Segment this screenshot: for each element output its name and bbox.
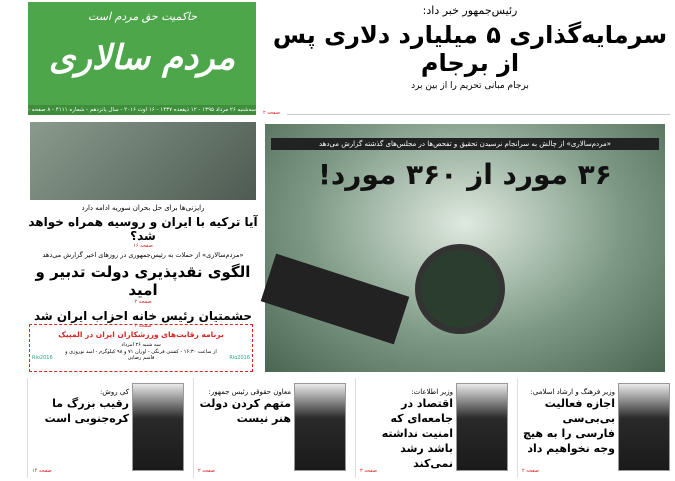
rio-logo-left: Rio2016 bbox=[32, 355, 53, 361]
feature-headline[interactable]: ۳۶ مورد از ۳۶۰ مورد! bbox=[318, 158, 612, 191]
diplomats-photo bbox=[30, 122, 256, 200]
story-kicker: «مردم‌سالاری» از حملات به رئیس‌جمهوری در روزهای اخیر گزارش می‌دهد bbox=[42, 251, 244, 259]
page-ref: صفحه ۳ bbox=[360, 468, 377, 474]
olympic-box[interactable] bbox=[29, 324, 253, 372]
lead-page-ref: صفحه ۲ bbox=[263, 110, 280, 116]
bottom-story-2[interactable] bbox=[355, 378, 513, 478]
story-kicker: معاون حقوقی رئیس جمهور: bbox=[208, 388, 291, 396]
newspaper-logo: مردم سالاری bbox=[48, 38, 236, 78]
story-headline[interactable]: آیا ترکیه با ایران و روسیه همراه خواهد شد؟ bbox=[28, 215, 258, 243]
lead-kicker: رئیس‌جمهور خبر داد: bbox=[422, 4, 518, 17]
masthead-slogan: حاکمیت حق مردم است bbox=[88, 10, 198, 23]
rio-logo-right: Rio2016 bbox=[229, 355, 250, 361]
date-line: سه‌شنبه ۲۶ مرداد ۱۳۹۵ - ۱۲ ذیقعده ۱۴۳۷ - ۱۶ اوت ۲۰۱۶ - سال پانزدهم - شماره ۴۱۱۱ - ۸ صفحه - ۱۰۰۰ تومان bbox=[0, 107, 256, 113]
feature-banner: «مردم‌سالاری» از چالش به سرانجام نرسیدن تحقیق و تفحص‌ها در مجلس‌های گذشته گزارش می‌دهد bbox=[271, 138, 659, 150]
story-kicker: کی روش: bbox=[99, 388, 129, 396]
minister-photo bbox=[456, 383, 508, 471]
vice-president-photo bbox=[294, 383, 346, 471]
lead-story[interactable] bbox=[265, 4, 675, 91]
lead-subhead: برجام مبانی تحریم را از بین برد bbox=[411, 81, 529, 91]
story-headline[interactable]: الگوی نقدپذیری دولت تدبیر و امید bbox=[35, 263, 251, 299]
page-ref: صفحه ۱۶ bbox=[133, 243, 153, 249]
story-turkey[interactable] bbox=[25, 204, 261, 249]
page-ref: صفحه ۲ bbox=[134, 299, 152, 305]
page-ref: صفحه ۱۴ bbox=[32, 468, 52, 474]
olympic-date: سه شنبه ۲۶ امرداد bbox=[121, 342, 161, 348]
page-ref: صفحه ۲ bbox=[198, 468, 215, 474]
hand-image bbox=[261, 254, 410, 345]
story-kicker: رایزنی‌ها برای حل بحران سوریه ادامه دارد bbox=[81, 204, 205, 212]
minister-photo bbox=[618, 383, 670, 471]
story-headline[interactable]: اجازه فعالیت بی‌بی‌سی فارسی را به هیچ وجه نخواهیم داد bbox=[522, 397, 615, 455]
bottom-story-4[interactable] bbox=[27, 378, 189, 478]
coach-photo bbox=[132, 383, 184, 471]
olympic-title: برنامه رقابت‌های ورزشکاران ایران در المپیک bbox=[58, 330, 224, 339]
story-kicker: وزیر اطلاعات: bbox=[411, 388, 453, 396]
story-headline[interactable]: اقتصاد در جامعه‌ای که امنیت نداشته باشد رشد نمی‌کند bbox=[381, 397, 453, 470]
story-criticism[interactable] bbox=[25, 251, 261, 305]
bottom-story-3[interactable] bbox=[193, 378, 351, 478]
feature-photo[interactable] bbox=[265, 124, 665, 372]
olympic-details: از ساعت ۱۶:۳۰ - کشتی فرنگی - اوزان ۷۱ و ۹۸ کیلوگرم - امید نوروزی و قاسم رضایی bbox=[65, 349, 217, 361]
lead-headline[interactable]: سرمایه‌گذاری ۵ میلیارد دلاری پس از برجام bbox=[272, 21, 668, 77]
masthead bbox=[0, 2, 256, 115]
story-headline[interactable]: حشمتیان رئیس خانه احزاب ایران شد bbox=[33, 309, 253, 323]
magnifier-icon bbox=[415, 244, 505, 334]
story-headline[interactable]: متهم کردن دولت هنر نیست bbox=[199, 397, 291, 425]
left-stories bbox=[25, 204, 261, 329]
page-ref: صفحه ۲ bbox=[522, 468, 539, 474]
page-ref: صفحه ۲ bbox=[134, 323, 152, 329]
story-kicker: وزیر فرهنگ و ارشاد اسلامی: bbox=[530, 388, 615, 396]
bottom-story-1[interactable] bbox=[517, 378, 675, 478]
story-headline[interactable]: رقیب بزرگ ما کره‌جنوبی است bbox=[44, 397, 129, 425]
